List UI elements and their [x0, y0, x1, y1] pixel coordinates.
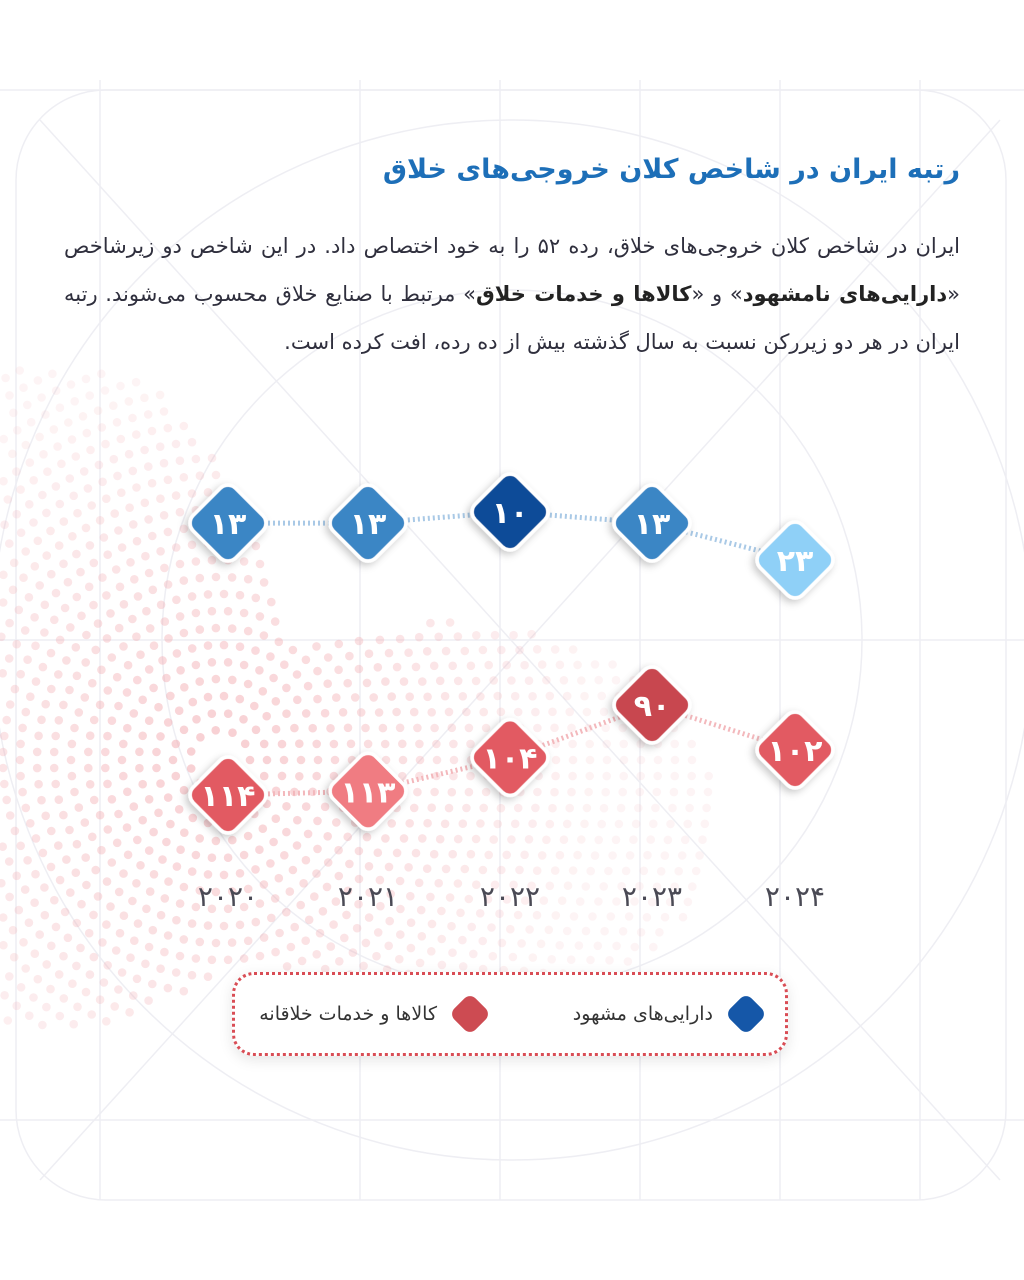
series-goods-data-label: ۱۰۴: [482, 741, 538, 777]
series-intangible-point: [186, 481, 271, 566]
series-goods-data-label: ۱۰۲: [767, 734, 823, 769]
series-intangible-point: [610, 481, 695, 566]
series-goods-point: [468, 715, 553, 800]
series-intangible-point: [468, 470, 553, 555]
intro-bold-intangible: دارایی‌های نامشهود: [742, 282, 948, 306]
series-intangible-point: [753, 518, 838, 603]
series-goods-data-label: ۱۱۳: [340, 775, 396, 811]
series-intangible-data-label: ۱۳: [349, 507, 387, 543]
page-title: رتبه ایران در شاخص کلان خروجی‌های خلاق: [382, 154, 960, 185]
series-goods-point: [186, 753, 271, 838]
intro-text-3: » مرتبط با صنایع خلاق محسوب می‌شوند. رتبه ایران در هر دو زیررکن نسبت به سال گذشته بیش از ده رده، افت کرده است.: [64, 282, 960, 354]
series-goods-point: [753, 708, 838, 793]
intro-text-2: » و «: [691, 282, 743, 306]
x-tick-label: ۲۰۲۲: [479, 880, 541, 913]
legend-swatch-red: [449, 993, 491, 1035]
x-tick-label: ۲۰۲۰: [197, 880, 259, 913]
legend-label-goods: کالاها و خدمات خلاقانه: [259, 1003, 437, 1025]
chart-legend: [232, 972, 788, 1056]
legend-swatch-blue: [725, 993, 767, 1035]
series-goods-data-label: ۹۰: [633, 689, 671, 724]
series-goods-point: [610, 663, 695, 748]
x-tick-label: ۲۰۲۱: [337, 880, 399, 913]
series-intangible-data-label: ۱۰: [491, 496, 529, 531]
intro-text-1: ایران در شاخص کلان خروجی‌های خلاق، رده ۵۲ را به خود اختصاص داد. در این شاخص دو زیرشاخص «: [64, 234, 960, 306]
series-goods-point: [326, 749, 411, 834]
x-tick-label: ۲۰۲۴: [764, 880, 826, 913]
legend-item-intangible: [573, 975, 771, 1053]
x-tick-label: ۲۰۲۳: [621, 880, 683, 913]
series-intangible-data-label: ۲۳: [776, 544, 814, 579]
series-intangible-point: [326, 481, 411, 566]
series-intangible-data-label: ۱۳: [209, 507, 247, 543]
legend-item-goods: [259, 975, 495, 1053]
series-intangible-data-label: ۱۳: [633, 507, 671, 543]
intro-bold-goods: کالاها و خدمات خلاق: [476, 282, 692, 306]
legend-label-intangible: دارایی‌های مشهود: [572, 1003, 713, 1025]
series-goods-data-label: ۱۱۴: [200, 779, 256, 814]
